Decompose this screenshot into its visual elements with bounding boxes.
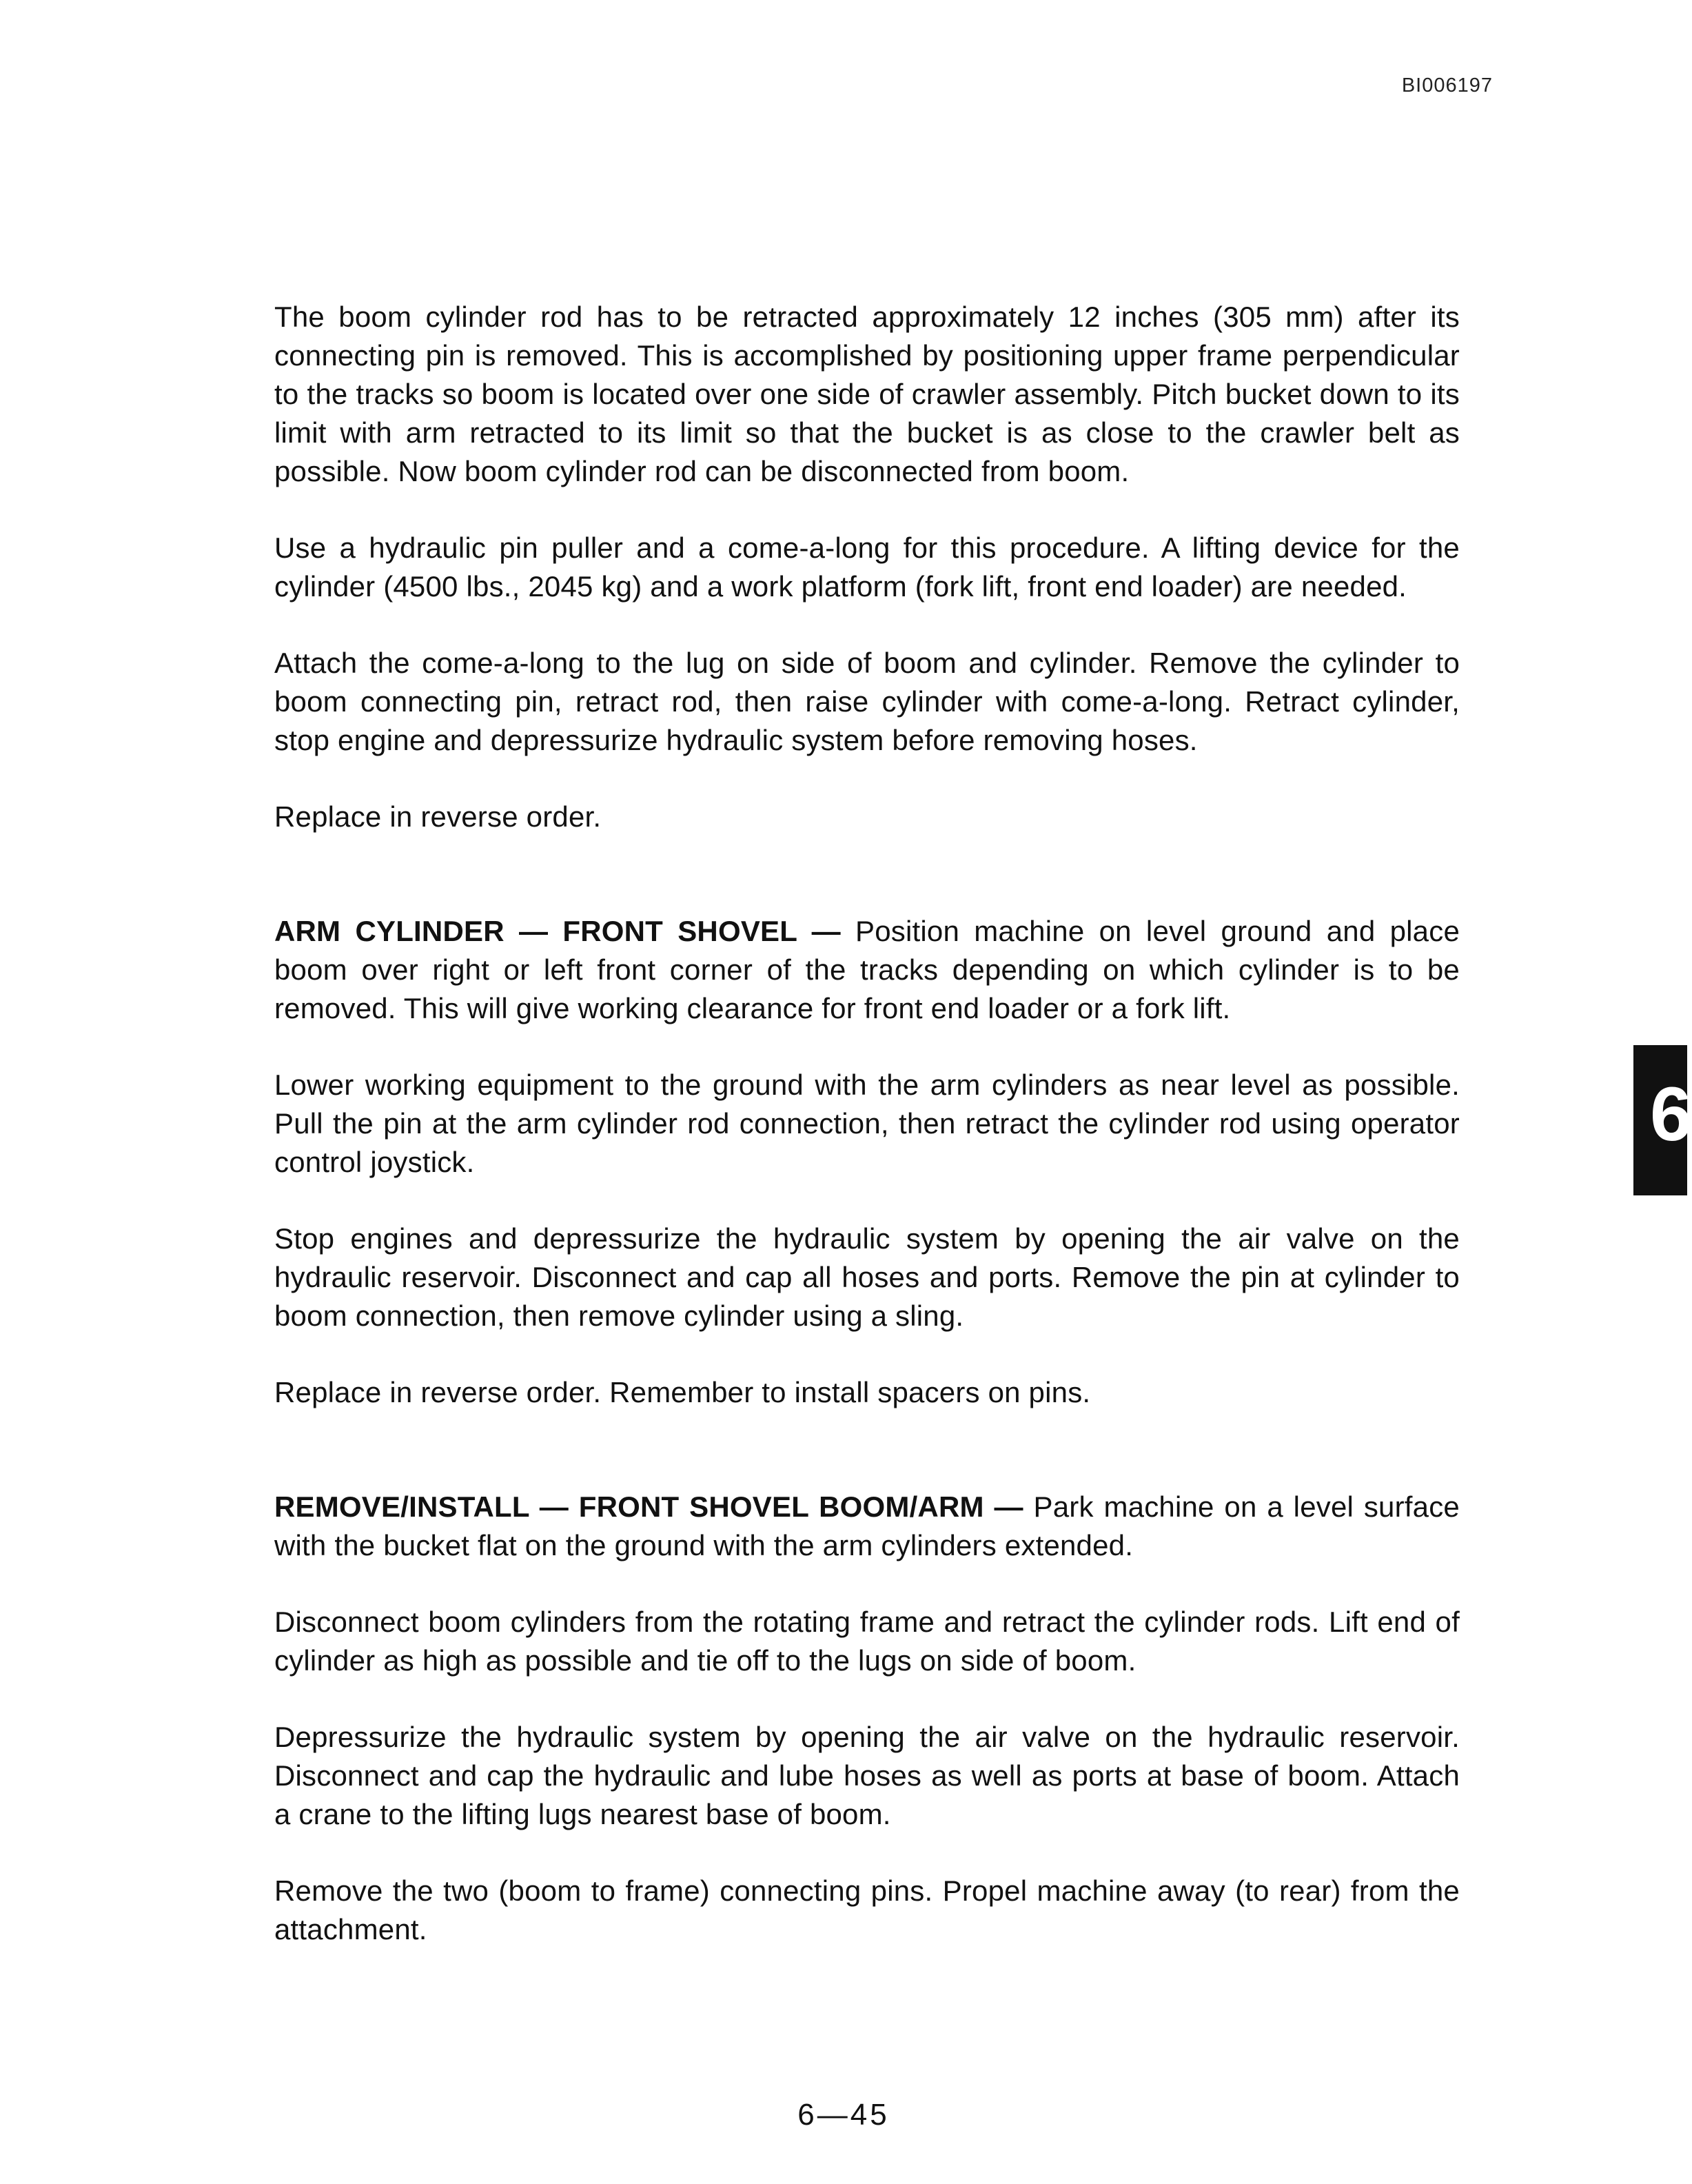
paragraph-disconnect-boom-cylinders bbox=[274, 1603, 1460, 1680]
paragraph-text: Replace in reverse order. Remember to install spacers on pins. bbox=[274, 1376, 1091, 1408]
paragraph-text: Remove the two (boom to frame) connecting pins. Propel machine away (to rear) from the attachment. bbox=[274, 1874, 1460, 1945]
paragraph-text: Attach the come-a-long to the lug on side of boom and cylinder. Remove the cylinder to boom connecting pin, retract rod, then raise cylinder with come-a-long. Retract cylinder, stop engine and depressurize hydraulic system before removing hoses. bbox=[274, 647, 1460, 756]
paragraph-stop-engines bbox=[274, 1220, 1460, 1335]
paragraph-text: Position machine on level ground and place boom over right or left front corner of the tracks depending on which cylinder is to be removed. This will give working clearance for front end loader or a fork lift. bbox=[274, 915, 1460, 1024]
paragraph-depressurize-hydraulic bbox=[274, 1718, 1460, 1834]
paragraph-text: Park machine on a level surface with the bucket flat on the ground with the arm cylinders extended. bbox=[274, 1490, 1460, 1561]
paragraph-attach-come-a-long bbox=[274, 644, 1460, 760]
paragraph-arm-cylinder-front-shovel bbox=[274, 912, 1460, 1028]
paragraph-text: Stop engines and depressurize the hydraulic system by opening the air valve on the hydraulic reservoir. Disconnect and cap all hoses and ports. Remove the pin at cylinder to boom connection, then remove cylinder using a sling. bbox=[274, 1222, 1460, 1332]
paragraph-text: The boom cylinder rod has to be retracted approximately 12 inches (305 mm) after its connecting pin is removed. This is accomplished by positioning upper frame perpendicular to the tracks so boom is located over one side of crawler assembly. Pitch bucket down to its limit with arm retracted to its limit so that the bucket is as close to the crawler belt as possible. Now boom cylinder rod can be disconnected from boom. bbox=[274, 301, 1460, 487]
paragraph-text: Use a hydraulic pin puller and a come-a-long for this procedure. A lifting device for the cylinder (4500 lbs., 2045 kg) and a work platform (fork lift, front end loader) are needed. bbox=[274, 532, 1460, 603]
document-id: BI006197 bbox=[1401, 74, 1493, 97]
paragraph-replace-spacers bbox=[274, 1373, 1460, 1412]
paragraph-text: Lower working equipment to the ground with the arm cylinders as near level as possible. Pull the pin at the arm cylinder rod connection, then retract the cylinder rod using operator control joystick. bbox=[274, 1069, 1460, 1178]
paragraph-text: Disconnect boom cylinders from the rotating frame and retract the cylinder rods. Lift end of cylinder as high as possible and tie off to the lugs on side of boom. bbox=[274, 1606, 1460, 1677]
page-number: 6—45 bbox=[797, 2098, 890, 2132]
paragraph-pin-puller bbox=[274, 529, 1460, 606]
paragraph-remove-install-boom-arm bbox=[274, 1488, 1460, 1565]
paragraph-lower-working-equipment bbox=[274, 1066, 1460, 1182]
paragraph-text: Depressurize the hydraulic system by opening the air valve on the hydraulic reservoir. Disconnect and cap the hydraulic and lube hoses as well as ports at base of boom. Attach a crane to the lifting lugs nearest base of boom. bbox=[274, 1721, 1460, 1830]
section-tab-label: 6 bbox=[1650, 1072, 1692, 1157]
section-tab bbox=[1633, 1045, 1692, 1195]
paragraph-boom-cylinder-retract bbox=[274, 298, 1460, 491]
section-heading-arm-cylinder: ARM CYLINDER — FRONT SHOVEL — bbox=[274, 915, 841, 947]
page-body bbox=[274, 298, 1460, 1987]
paragraph-remove-connecting-pins bbox=[274, 1872, 1460, 1949]
section-heading-remove-install: REMOVE/INSTALL — FRONT SHOVEL BOOM/ARM — bbox=[274, 1490, 1023, 1523]
paragraph-replace-reverse bbox=[274, 798, 1460, 836]
paragraph-text: Replace in reverse order. bbox=[274, 800, 602, 833]
